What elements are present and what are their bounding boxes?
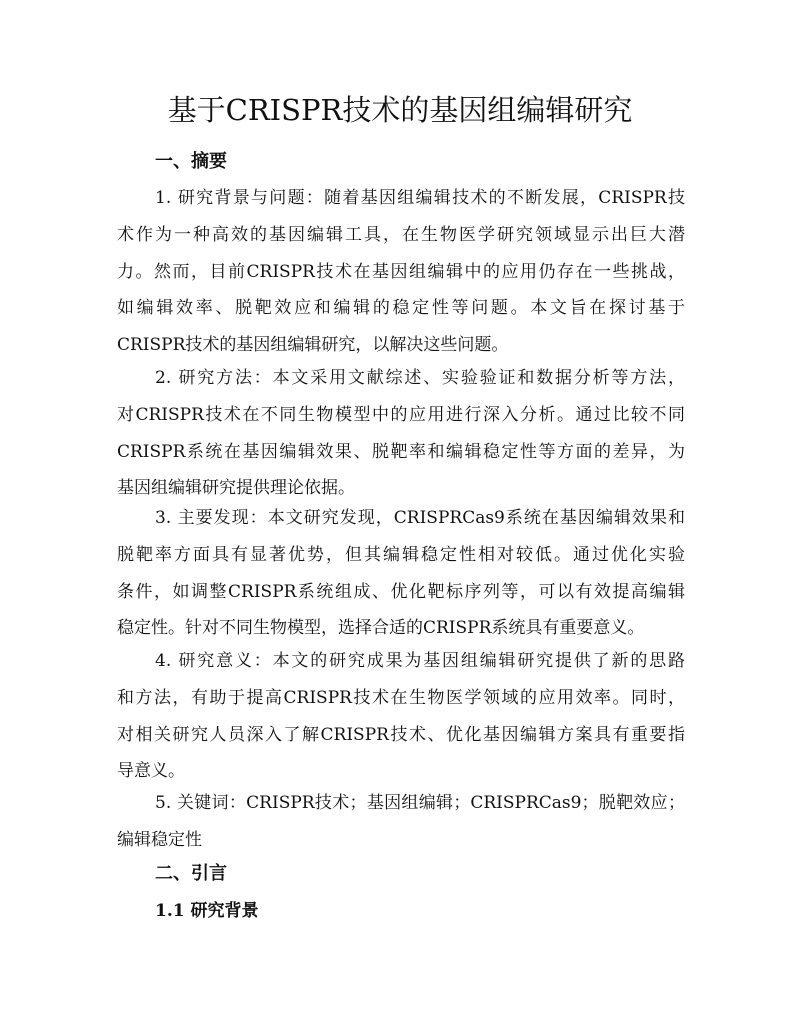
- paragraph-line: 脱靶率方面具有显著优势，但其编辑稳定性相对较低。通过优化实验: [117, 544, 685, 565]
- abstract-paragraph-significance: [117, 643, 685, 790]
- paragraph-line: 稳定性。针对不同生物模型，选择合适的CRISPR系统具有重要意义。: [117, 618, 645, 639]
- paragraph-line: 如编辑效率、脱靶效应和编辑的稳定性等问题。本文旨在探讨基于: [117, 298, 685, 319]
- paragraph-line: 对CRISPR技术在不同生物模型中的应用进行深入分析。通过比较不同: [117, 404, 685, 425]
- paragraph-line: CRISPR系统在基因编辑效果、脱靶率和编辑稳定性等方面的差异，为: [117, 441, 685, 462]
- abstract-paragraph-keywords: [117, 785, 685, 859]
- section-heading-introduction: 二、引言: [155, 863, 227, 884]
- paragraph-line: 3. 主要发现：本文研究发现，CRISPRCas9系统在基因编辑效果和: [155, 508, 685, 528]
- paragraph-line: CRISPR技术的基因组编辑研究，以解决这些问题。: [117, 335, 509, 356]
- paragraph-line: 基因组编辑研究提供理论依据。: [117, 478, 355, 499]
- section-heading-abstract: 一、摘要: [155, 151, 227, 172]
- paragraph-line: 术作为一种高效的基因编辑工具，在生物医学研究领域显示出巨大潜: [117, 224, 685, 245]
- subsection-heading-background: 1.1 研究背景: [155, 901, 259, 921]
- abstract-paragraph-findings: [117, 500, 685, 647]
- paragraph-line: 2. 研究方法：本文采用文献综述、实验验证和数据分析等方法，: [155, 368, 685, 388]
- paragraph-line: 导意义。: [117, 761, 185, 782]
- abstract-paragraph-methods: [117, 360, 685, 507]
- paragraph-line: 和方法，有助于提高CRISPR技术在生物医学领域的应用效率。同时，: [117, 687, 685, 708]
- paragraph-line: 力。然而，目前CRISPR技术在基因组编辑中的应用仍存在一些挑战，: [117, 261, 685, 282]
- paragraph-line: 4. 研究意义：本文的研究成果为基因组编辑研究提供了新的思路: [155, 651, 685, 671]
- paragraph-line: 1. 研究背景与问题：随着基因组编辑技术的不断发展，CRISPR技: [155, 188, 685, 208]
- paragraph-line: 条件，如调整CRISPR系统组成、优化靶标序列等，可以有效提高编辑: [117, 581, 685, 602]
- paragraph-line: 编辑稳定性: [117, 829, 202, 850]
- page-title: 基于CRISPR技术的基因组编辑研究: [167, 93, 633, 127]
- paragraph-line: 5. 关键词：CRISPR技术；基因组编辑；CRISPRCas9；脱靶效应；: [155, 793, 685, 813]
- abstract-paragraph-background: [117, 180, 685, 364]
- paragraph-line: 对相关研究人员深入了解CRISPR技术、优化基因编辑方案具有重要指: [117, 724, 685, 745]
